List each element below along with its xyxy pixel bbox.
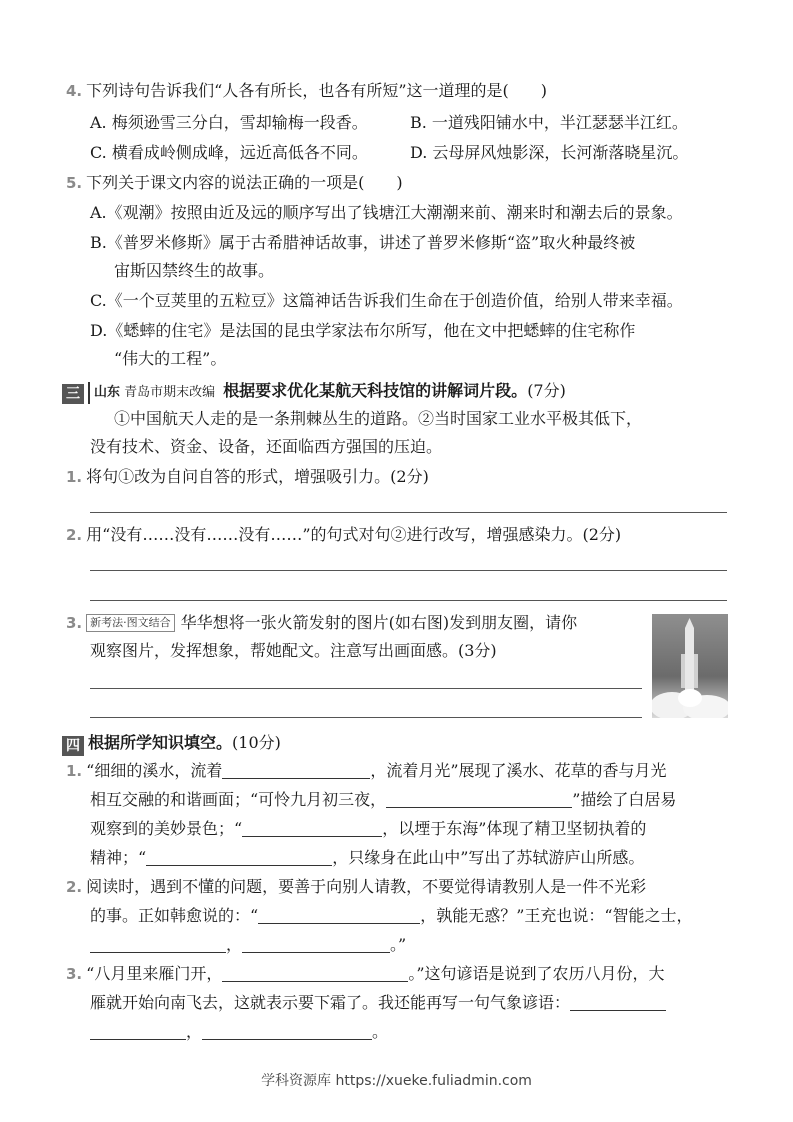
q5-option-d-line1: D.《蟋蟀的住宅》是法国的昆虫学家法布尔所写，他在文中把蟋蟀的住宅称作 <box>90 321 636 340</box>
answer-line[interactable] <box>90 717 642 718</box>
answer-line[interactable] <box>90 688 642 689</box>
q5-stem <box>66 172 403 194</box>
q4-stem-text: 下列诗句告诉我们“人各有所长，也各有所短”这一道理的是( ) <box>86 81 547 100</box>
sec3-q3 <box>66 612 577 634</box>
fill-blank[interactable] <box>570 994 666 1011</box>
sec3-q2-text: 用“没有……没有……没有……”的句式对句②进行改写，增强感染力。(2分) <box>86 525 622 544</box>
q4-option-c: C. 横看成岭侧成峰，远近高低各不同。 <box>90 143 368 162</box>
sec4-q1-number: 1. <box>66 762 83 780</box>
text-segment: 精神；“ <box>90 848 147 867</box>
fill-blank[interactable] <box>242 936 390 953</box>
sec4-q1-line4 <box>90 847 644 869</box>
q5-option-a: A.《观潮》按照由近及远的顺序写出了钱塘江大潮潮来前、潮来时和潮去后的景象。 <box>90 203 683 222</box>
text-segment: 雁就开始向南飞去，这就表示要下霜了。我还能再写一句气象谚语： <box>90 993 571 1012</box>
sec4-q3-number: 3. <box>66 965 83 983</box>
fill-blank[interactable] <box>222 762 370 779</box>
sec3-q2 <box>66 524 621 546</box>
section-3-source-tag <box>88 382 219 404</box>
section-3-header <box>62 380 566 404</box>
text-segment: 的事。正如韩愈说的：“ <box>90 906 259 925</box>
section-4-title: 根据所学知识填空。 <box>88 733 233 752</box>
sec4-q2-number: 2. <box>66 878 83 896</box>
fill-blank[interactable] <box>202 1023 372 1040</box>
text-segment: ，以堙于东海”体现了精卫坚韧执着的 <box>382 819 647 838</box>
source-province: 山东 <box>94 385 121 400</box>
section-3-badge: 三 <box>62 384 84 404</box>
q4-option-a: A. 梅须逊雪三分白，雪却输梅一段香。 <box>90 113 368 132</box>
answer-line[interactable] <box>90 512 727 513</box>
answer-line[interactable] <box>90 600 727 601</box>
rocket-icon <box>652 614 728 718</box>
sec3-q2-number: 2. <box>66 526 83 544</box>
q4-stem <box>66 80 547 102</box>
q4-number: 4. <box>66 82 83 100</box>
sec4-q3-line3 <box>90 1021 388 1043</box>
q5-option-d-line2: “伟大的工程”。 <box>114 349 227 368</box>
q5-option-b-line2: 宙斯囚禁终生的故事。 <box>114 261 275 280</box>
new-format-tag: 新考法·图文结合 <box>86 614 175 632</box>
sec4-q3-line2 <box>90 992 666 1014</box>
rocket-launch-image <box>652 614 728 718</box>
sec3-q3-line2: 观察图片，发挥想象，帮她配文。注意写出画面感。(3分) <box>90 641 497 660</box>
sec3-q3-number: 3. <box>66 614 83 632</box>
sec4-q1-line1 <box>66 760 667 782</box>
text-segment: 。”这句谚语是说到了农历八月份，大 <box>408 964 665 983</box>
sec4-q1-line3 <box>90 818 646 840</box>
sec4-q2-line3 <box>90 934 406 956</box>
q4-option-d: D. 云母屏风烛影深，长河渐落晓星沉。 <box>410 143 689 162</box>
text-segment: ，流着月光”展现了溪水、花草的香与月光 <box>370 761 667 780</box>
footer-watermark: 学科资源库 https://xueke.fuliadmin.com <box>261 1073 532 1089</box>
section-4-badge: 四 <box>62 736 84 756</box>
sec3-passage-line2: 没有技术、资金、设备，还面临西方强国的压迫。 <box>90 437 443 456</box>
sec4-q2-line2 <box>90 905 693 927</box>
section-4-header <box>62 732 281 756</box>
fill-blank[interactable] <box>90 1023 186 1040</box>
sec4-q2-line1 <box>66 876 646 898</box>
sec3-q1 <box>66 466 429 488</box>
section-3-score: (7分) <box>527 381 566 400</box>
sec3-q1-number: 1. <box>66 468 83 486</box>
text-segment: 。 <box>372 1022 389 1041</box>
text-segment: 观察到的美妙景色；“ <box>90 819 243 838</box>
fill-blank[interactable] <box>146 849 332 866</box>
text-segment: ，孰能无惑？”王充也说：“智能之士， <box>420 906 693 925</box>
sec3-q3-line1: 华华想将一张火箭发射的图片(如右图)发到朋友圈，请你 <box>180 613 578 632</box>
text-segment: ，只缘身在此山中”写出了苏轼游庐山所感。 <box>332 848 645 867</box>
text-segment: ， <box>186 1022 203 1041</box>
q5-option-b-line1: B.《普罗米修斯》属于古希腊神话故事，讲述了普罗米修斯“盗”取火种最终被 <box>90 233 636 252</box>
text-segment: 。” <box>390 935 407 954</box>
q5-option-c: C.《一个豆荚里的五粒豆》这篇神话告诉我们生命在于创造价值，给别人带来幸福。 <box>90 291 683 310</box>
text-segment: 相互交融的和谐画面；“可怜九月初三夜， <box>90 790 387 809</box>
sec3-passage-line1: ①中国航天人走的是一条荆棘丛生的道路。②当时国家工业水平极其低下， <box>114 409 643 428</box>
section-3-title: 根据要求优化某航天科技馆的讲解词片段。 <box>223 381 528 400</box>
text-segment: ”描绘了白居易 <box>572 790 677 809</box>
fill-blank[interactable] <box>386 791 572 808</box>
text-segment: “细细的溪水，流着 <box>86 761 223 780</box>
fill-blank[interactable] <box>90 936 226 953</box>
source-exam: 青岛市期末改编 <box>124 385 216 400</box>
text-segment: “八月里来雁门开， <box>86 964 223 983</box>
fill-blank[interactable] <box>258 907 420 924</box>
section-4-score: (10分) <box>232 733 281 752</box>
fill-blank[interactable] <box>222 965 408 982</box>
fill-blank[interactable] <box>242 820 382 837</box>
text-segment: ， <box>226 935 243 954</box>
sec4-q1-line2 <box>90 789 676 811</box>
q4-option-b: B. 一道残阳铺水中，半江瑟瑟半江红。 <box>410 113 688 132</box>
q5-stem-text: 下列关于课文内容的说法正确的一项是( ) <box>86 173 403 192</box>
sec4-q3-line1 <box>66 963 665 985</box>
text-segment: 阅读时，遇到不懂的问题，要善于向别人请教，不要觉得请教别人是一件不光彩 <box>86 877 647 896</box>
q5-number: 5. <box>66 174 83 192</box>
answer-line[interactable] <box>90 570 727 571</box>
sec3-q1-text: 将句①改为自问自答的形式，增强吸引力。(2分) <box>86 467 429 486</box>
